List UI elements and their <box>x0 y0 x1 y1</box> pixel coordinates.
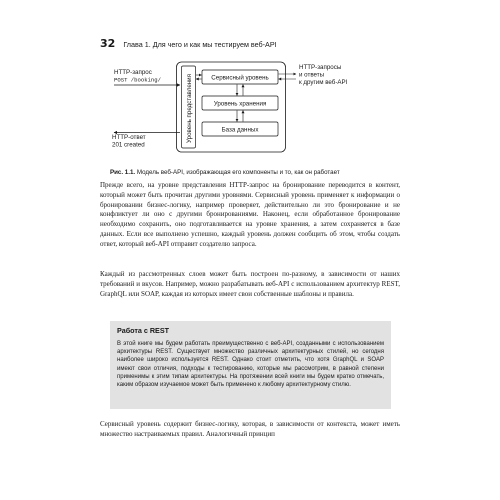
figure-caption-text: Модель веб-API, изображающая его компоненты и то, как он работает <box>135 169 340 176</box>
chapter-title: Глава 1. Для чего и как мы тестируем веб-API <box>123 40 277 49</box>
external-api-label-2: и ответы <box>299 71 325 79</box>
sidebar-text: В этой книге мы будем работать преимущественно с веб-API, созданными с использованием архитектуры REST. Существует множество различных архитектурных стилей, но сегодня наиболее широко используется REST. Однако стоит отметить, что хотя GraphQL и SOAP имеют свои отличия, подходы к тестированию, которые мы рассмотрим, в равной степени применимы к этим типам архитектуры. На протяжении всей книги мы будем кратко отмечать, каким образом изучаемое может быть применено к любому архитектурному стилю. <box>117 341 384 389</box>
page-header <box>100 37 400 51</box>
rest-sidebar <box>110 321 391 409</box>
figure-caption-label: Рис. 1.1. <box>110 169 136 176</box>
external-api-label-1: HTTP-запросы <box>299 64 342 71</box>
external-api-label-3: к другим веб-API <box>299 79 348 86</box>
http-response-label: HTTP-ответ <box>112 134 146 141</box>
web-api-model-diagram <box>110 60 390 162</box>
http-response-status: 201 created <box>112 141 145 149</box>
page-number: 32 <box>100 37 116 50</box>
http-request-label: HTTP-запрос <box>114 69 152 76</box>
presentation-layer-label: Уровень представления <box>186 74 193 143</box>
storage-layer-label: Уровень хранения <box>213 100 267 108</box>
database-label: База данных <box>221 126 259 134</box>
service-layer-label: Сервисный уровень <box>211 74 269 82</box>
body-paragraph-3: Сервисный уровень содержит бизнес-логику, которая, в зависимости от контекста, может иметь множество настраиваемых правил. Аналогичный принцип <box>100 420 400 438</box>
http-request-path: POST /booking/ <box>114 76 161 84</box>
body-paragraph-1: Прежде всего, на уровне представления HTTP-запрос на бронирование переводится в контент, который может быть прочитан другими уровнями. Сервисный уровень применяет к информации о бронировании бизнес-логику, например проверяет, действительно ли это бронирование и не конфликтует ли оно с другими бронированиями. Наконец, если обработанное бронирование необходимо сохранить, оно подготавливается на уровне хранения, а затем сохраняется в базе данных. Если все выполнено успешно, каждый уровень должен сообщить об этом, чтобы создать ответ, который веб-API отправит создателю запроса. <box>100 181 400 248</box>
sidebar-title: Работа с REST <box>117 326 170 335</box>
body-paragraph-2: Каждый из рассмотренных слоев может быть построен по-разному, в зависимости от наших требований и вкусов. Например, можно разрабатывать веб-API с использованием архитектур REST, GraphQL или SOAP, каждая из которых имеет свои собственные шаблоны и правила. <box>100 270 400 298</box>
figure-caption <box>110 169 400 177</box>
